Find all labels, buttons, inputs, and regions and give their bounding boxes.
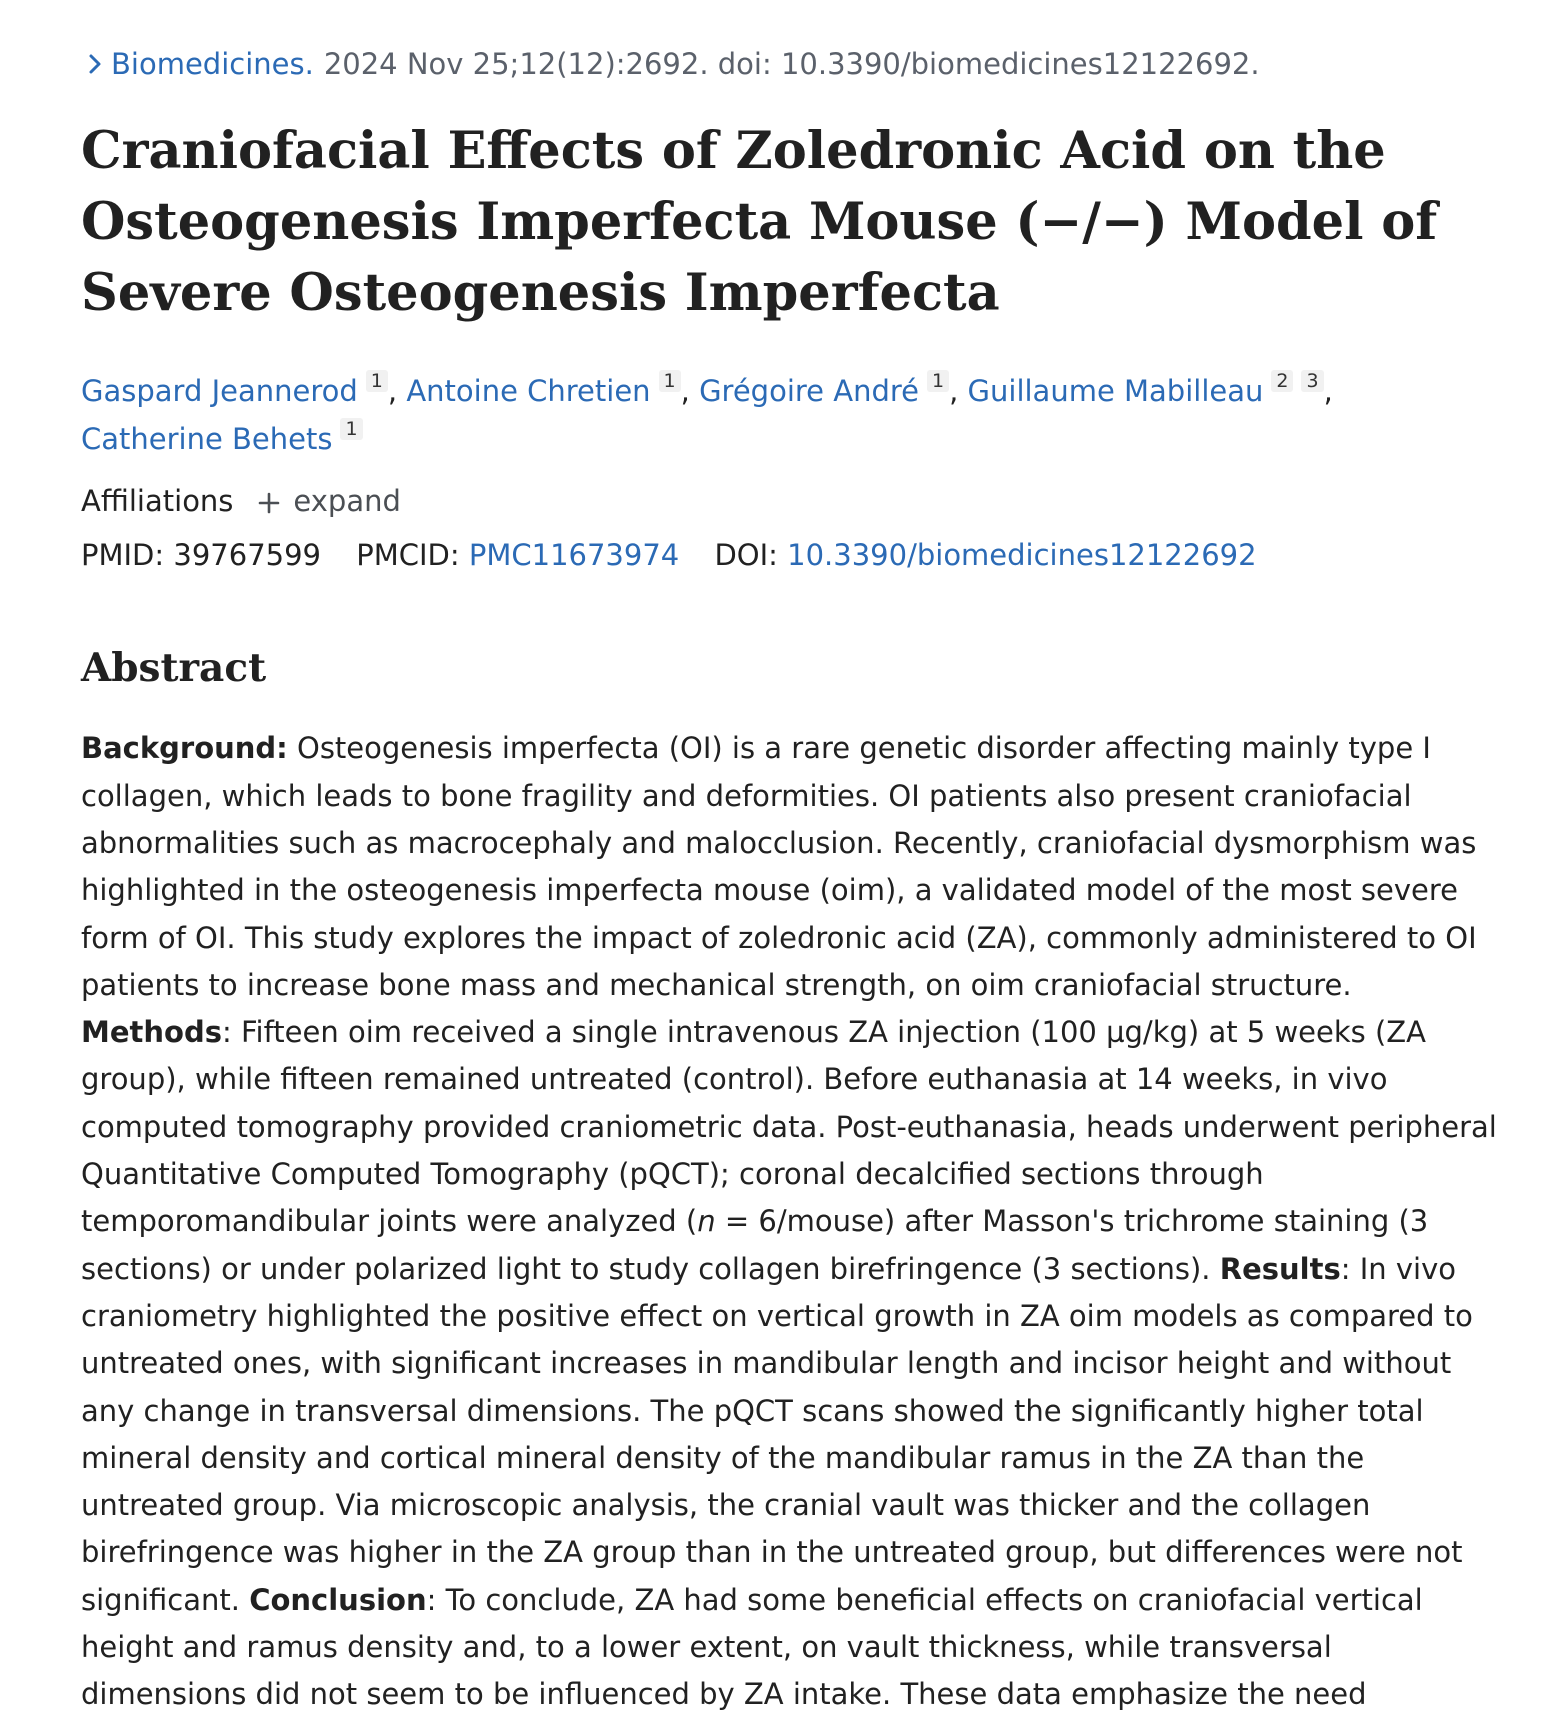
author-list: Gaspard Jeannerod $^1$ , Antoine Chretien $^1$ , Grégoire André $^1$ , Guillaume Mabilleau $^2$ $^3$ , Catherine Behets $^1$ bbox=[81, 370, 1333, 456]
affiliation-ref[interactable]: 1 bbox=[927, 370, 949, 392]
author-link[interactable]: Guillaume Mabilleau bbox=[967, 374, 1264, 408]
expand-label: expand bbox=[293, 484, 401, 518]
results-text: : In vivo craniometry highlighted the positive effect on vertical growth in ZA oim models as compared to untreated ones, with significant increases in mandibular length and incisor height and without any change in transversal dimensions. The pQCT scans showed the significantly higher total mineral density and cortical mineral density of the mandibular ramus in the ZA than the untreated group. Via microscopic analysis, the cranial vault was thicker and the collagen birefringence was higher in the ZA group than in the untreated group, but differences were not significant. bbox=[81, 1251, 1473, 1617]
identifiers-row bbox=[81, 535, 1501, 575]
pmcid-link[interactable]: PMC11673974 bbox=[468, 538, 680, 572]
methods-n: n bbox=[697, 1204, 716, 1239]
affiliation-ref[interactable]: 3 bbox=[1301, 370, 1323, 392]
background-label: Background: bbox=[81, 731, 288, 766]
pmid-label: PMID: bbox=[81, 538, 165, 572]
affiliations-row bbox=[81, 481, 1501, 521]
results-label: Results bbox=[1219, 1251, 1341, 1286]
journal-citation bbox=[81, 44, 1501, 84]
pmid-value: 39767599 bbox=[173, 538, 321, 572]
chevron-right-icon[interactable] bbox=[81, 49, 111, 79]
affiliations-expand-button[interactable] bbox=[255, 481, 400, 521]
affiliation-ref[interactable]: 1 bbox=[340, 418, 362, 440]
author-link[interactable]: Grégoire André bbox=[699, 374, 919, 408]
affiliation-ref[interactable]: 1 bbox=[659, 370, 681, 392]
methods-text-continued: = 6/mouse) after Masson's trichrome staining (3 sections) or under polarized light to study collagen birefringence (3 sections). bbox=[81, 1204, 1429, 1286]
methods-label: Methods bbox=[81, 1015, 222, 1050]
methods-text: : Fifteen oim received a single intravenous ZA injection (100 µg/kg) at 5 weeks (ZA group), while fifteen remained untreated (control). Before euthanasia at 14 weeks, in vivo computed tomography provided craniometric data. Post-euthanasia, heads underwent peripheral Quantitative Computed Tomography (pQCT); coronal decalcified sections through temporomandibular joints were analyzed ( bbox=[81, 1015, 1497, 1239]
affiliation-ref[interactable]: 2 bbox=[1271, 370, 1293, 392]
article-page bbox=[81, 44, 1501, 1719]
doi-link[interactable]: 10.3390/biomedicines12122692 bbox=[787, 538, 1257, 572]
pmcid-label: PMCID: bbox=[356, 538, 460, 572]
article-title: Craniofacial Effects of Zoledronic Acid on the Osteogenesis Imperfecta Mouse (−/−) Model of Severe Osteogenesis Imperfecta bbox=[81, 121, 1438, 323]
journal-link[interactable]: Biomedicines. bbox=[111, 47, 314, 81]
abstract-text bbox=[81, 725, 1506, 1718]
author-link[interactable]: Gaspard Jeannerod bbox=[81, 374, 358, 408]
plus-icon bbox=[255, 487, 283, 515]
abstract-heading: Abstract bbox=[81, 645, 267, 691]
citation-details: 2024 Nov 25;12(12):2692. doi: 10.3390/biomedicines12122692. bbox=[323, 47, 1260, 81]
author-link[interactable]: Antoine Chretien bbox=[406, 374, 651, 408]
doi-label: DOI: bbox=[714, 538, 778, 572]
background-text: Osteogenesis imperfecta (OI) is a rare genetic disorder affecting mainly type I collagen, which leads to bone fragility and deformities. OI patients also present craniofacial abnormalities such as macrocephaly and malocclusion. Recently, craniofacial dysmorphism was highlighted in the osteogenesis imperfecta mouse (oim), a validated model of the most severe form of OI. This study explores the impact of zoledronic acid (ZA), commonly administered to OI patients to increase bone mass and mechanical strength, on oim craniofacial structure. bbox=[81, 731, 1477, 1002]
affiliations-label: Affiliations bbox=[81, 484, 234, 518]
conclusion-text: : To conclude, ZA had some beneficial effects on craniofacial vertical height and ramus density and, to a lower extent, on vault thickness, while transversal dimensions did not seem to be influenced by ZA intake. These data emphasize the need bbox=[81, 1582, 1423, 1712]
conclusion-label: Conclusion bbox=[249, 1582, 427, 1617]
author-link[interactable]: Catherine Behets bbox=[81, 422, 333, 456]
affiliation-ref[interactable]: 1 bbox=[366, 370, 388, 392]
